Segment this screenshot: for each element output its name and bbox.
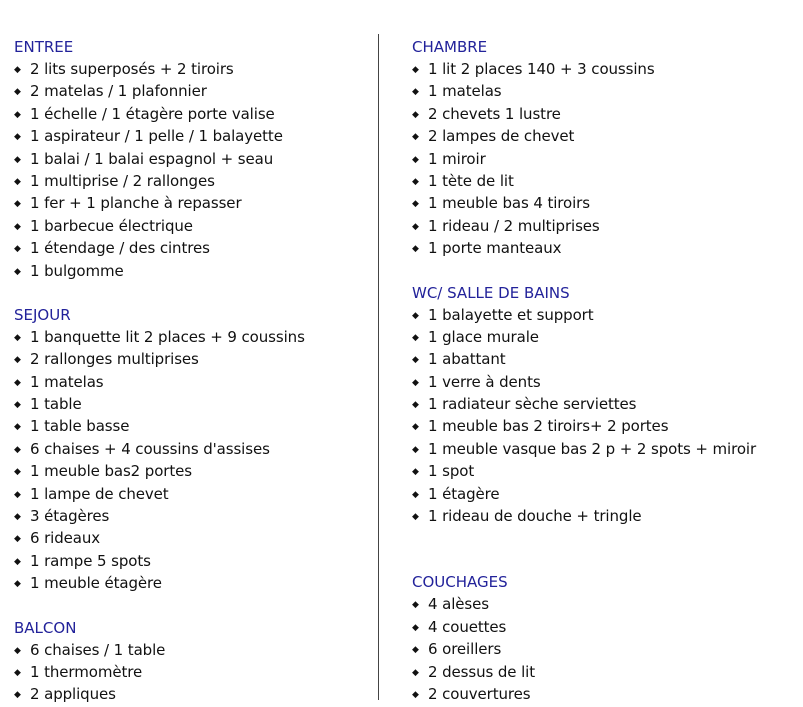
list-item-text: 1 étendage / des cintres — [30, 239, 210, 258]
section-title-chambre: CHAMBRE — [412, 38, 488, 56]
list-item-text: 1 fer + 1 planche à repasser — [30, 194, 242, 213]
bullet-icon: ◆ — [14, 355, 21, 366]
list-item — [412, 371, 792, 393]
list-item — [412, 593, 792, 615]
section-title-sejour: SEJOUR — [14, 305, 71, 324]
bullet-icon: ◆ — [14, 556, 21, 567]
list-item — [412, 415, 792, 437]
right-column — [412, 36, 792, 705]
bullet-icon: ◆ — [412, 109, 419, 120]
list-item — [412, 661, 792, 683]
list-item-text: 1 table basse — [30, 417, 130, 436]
bullet-icon: ◆ — [412, 667, 419, 678]
list-item — [14, 103, 364, 125]
list-item — [412, 80, 792, 102]
list-sejour — [14, 326, 364, 595]
list-item — [412, 215, 792, 237]
section-sejour — [14, 304, 364, 595]
list-item-text: 1 verre à dents — [428, 372, 541, 391]
bullet-icon: ◆ — [14, 221, 21, 232]
list-item — [14, 260, 364, 282]
list-item-text: 6 rideaux — [30, 529, 101, 548]
list-item-text: 1 lampe de chevet — [30, 484, 169, 503]
list-item-text: 3 étagères — [30, 507, 110, 526]
list-item — [14, 237, 364, 259]
list-item — [14, 371, 364, 393]
list-item — [14, 572, 364, 594]
list-item — [14, 460, 364, 482]
bullet-icon: ◆ — [14, 444, 21, 455]
list-item-text: 1 meuble bas2 portes — [30, 462, 192, 481]
list-item-text: 1 rideau de douche + tringle — [428, 507, 642, 526]
list-item-text: 1 glace murale — [428, 327, 539, 346]
list-item — [14, 393, 364, 415]
list-item-text: 1 barbecue électrique — [30, 216, 193, 235]
bullet-icon: ◆ — [412, 622, 419, 633]
list-item-text: 4 alèses — [428, 595, 489, 614]
list-item — [412, 192, 792, 214]
list-item — [14, 148, 364, 170]
list-item — [412, 483, 792, 505]
list-item-text: 2 couvertures — [428, 684, 531, 703]
list-item — [412, 393, 792, 415]
list-item — [14, 170, 364, 192]
list-entree — [14, 58, 364, 282]
list-item — [412, 125, 792, 147]
bullet-icon: ◆ — [412, 444, 419, 455]
section-chambre — [412, 36, 792, 260]
list-item-text: 1 abattant — [428, 350, 506, 369]
list-item-text: 1 matelas — [428, 82, 502, 101]
list-item — [14, 348, 364, 370]
list-item — [412, 460, 792, 482]
bullet-icon: ◆ — [14, 467, 21, 478]
bullet-icon: ◆ — [412, 600, 419, 611]
list-item-text: 2 lampes de chevet — [428, 127, 575, 146]
list-item-text: 1 porte manteaux — [428, 239, 562, 258]
bullet-icon: ◆ — [14, 400, 21, 411]
list-item-text: 1 rideau / 2 multiprises — [428, 216, 600, 235]
list-item — [412, 103, 792, 125]
bullet-icon: ◆ — [14, 579, 21, 590]
section-title-couchages: COUCHAGES — [412, 573, 508, 592]
bullet-icon: ◆ — [412, 512, 419, 523]
list-item-text: 2 dessus de lit — [428, 662, 536, 681]
list-item-text: 1 tète de lit — [428, 171, 514, 190]
bullet-icon: ◆ — [14, 667, 21, 678]
section-title-wc: WC/ SALLE DE BAINS — [412, 283, 570, 302]
list-item — [412, 616, 792, 638]
list-item-text: 1 meuble bas 4 tiroirs — [428, 194, 590, 213]
bullet-icon: ◆ — [14, 132, 21, 143]
list-item-text: 6 chaises + 4 coussins d'assises — [30, 439, 270, 458]
list-item — [14, 639, 364, 661]
bullet-icon: ◆ — [14, 422, 21, 433]
list-item — [14, 683, 364, 705]
bullet-icon: ◆ — [14, 87, 21, 98]
bullet-icon: ◆ — [14, 690, 21, 701]
list-item — [412, 638, 792, 660]
bullet-icon: ◆ — [412, 377, 419, 388]
bullet-icon: ◆ — [412, 689, 419, 700]
list-item-text: 1 balayette et support — [428, 305, 594, 324]
bullet-icon: ◆ — [14, 65, 21, 75]
list-item — [14, 326, 364, 348]
list-item-text: 1 radiateur sèche serviettes — [428, 395, 637, 414]
section-couchages — [412, 571, 792, 705]
section-title-balcon: BALCON — [14, 618, 77, 637]
bullet-icon: ◆ — [14, 377, 21, 388]
list-item-text: 1 balai / 1 balai espagnol + seau — [30, 149, 274, 168]
column-divider — [378, 34, 379, 700]
bullet-icon: ◆ — [412, 176, 419, 187]
list-item-text: 6 chaises / 1 table — [30, 640, 166, 659]
list-item-text: 1 lit 2 places 140 + 3 coussins — [428, 60, 655, 78]
list-item-text: 2 chevets 1 lustre — [428, 104, 561, 123]
bullet-icon: ◆ — [412, 422, 419, 433]
list-item — [14, 505, 364, 527]
bullet-icon: ◆ — [14, 154, 21, 165]
bullet-icon: ◆ — [14, 199, 21, 210]
list-item — [14, 483, 364, 505]
bullet-icon: ◆ — [14, 534, 21, 545]
list-item — [14, 661, 364, 683]
bullet-icon: ◆ — [412, 310, 419, 321]
bullet-icon: ◆ — [14, 512, 21, 523]
bullet-icon: ◆ — [412, 244, 419, 255]
list-couchages — [412, 593, 792, 705]
bullet-icon: ◆ — [14, 109, 21, 120]
bullet-icon: ◆ — [412, 400, 419, 411]
list-item-text: 1 thermomètre — [30, 662, 143, 681]
section-title-entree: ENTREE — [14, 38, 74, 56]
bullet-icon: ◆ — [14, 244, 21, 255]
bullet-icon: ◆ — [412, 221, 419, 232]
list-item-text: 2 appliques — [30, 685, 116, 704]
list-item — [14, 192, 364, 214]
bullet-icon: ◆ — [14, 489, 21, 500]
list-item — [412, 148, 792, 170]
bullet-icon: ◆ — [412, 355, 419, 366]
list-item-text: 1 spot — [428, 462, 475, 481]
list-item-text: 1 matelas — [30, 372, 104, 391]
list-item — [412, 438, 792, 460]
list-chambre — [412, 58, 792, 260]
list-item-text: 1 meuble étagère — [30, 574, 162, 593]
bullet-icon: ◆ — [412, 332, 419, 343]
list-item-text: 1 aspirateur / 1 pelle / 1 balayette — [30, 127, 283, 146]
list-item — [14, 80, 364, 102]
section-wc — [412, 282, 792, 528]
section-entree — [14, 36, 364, 282]
list-item-text: 1 bulgomme — [30, 261, 124, 280]
list-item-text: 1 meuble vasque bas 2 p + 2 spots + miroir — [428, 439, 757, 458]
bullet-icon: ◆ — [412, 154, 419, 165]
list-item — [14, 438, 364, 460]
list-item-text: 2 lits superposés + 2 tiroirs — [30, 60, 234, 78]
list-item-text: 1 étagère — [428, 484, 500, 503]
bullet-icon: ◆ — [412, 87, 419, 98]
list-item-text: 1 rampe 5 spots — [30, 551, 151, 570]
list-item — [412, 348, 792, 370]
bullet-icon: ◆ — [14, 332, 21, 343]
list-item-text: 6 oreillers — [428, 640, 502, 659]
bullet-icon: ◆ — [14, 645, 21, 656]
list-item-text: 1 banquette lit 2 places + 9 coussins — [30, 327, 305, 346]
bullet-icon: ◆ — [412, 132, 419, 143]
list-item-text: 1 miroir — [428, 149, 486, 168]
list-balcon — [14, 639, 364, 706]
list-item — [14, 58, 364, 80]
list-item — [412, 237, 792, 259]
bullet-icon: ◆ — [412, 65, 419, 75]
list-item-text: 1 table — [30, 395, 82, 414]
list-item — [14, 125, 364, 147]
list-item-text: 1 multiprise / 2 rallonges — [30, 171, 215, 190]
list-item-text: 2 rallonges multiprises — [30, 350, 199, 369]
list-item — [412, 170, 792, 192]
list-item — [412, 505, 792, 527]
list-item — [14, 550, 364, 572]
list-item — [14, 415, 364, 437]
bullet-icon: ◆ — [14, 266, 21, 277]
list-item — [412, 304, 792, 326]
section-balcon — [14, 617, 364, 706]
list-item — [412, 683, 792, 705]
bullet-icon: ◆ — [412, 489, 419, 500]
list-item-text: 1 échelle / 1 étagère porte valise — [30, 104, 275, 123]
bullet-icon: ◆ — [412, 467, 419, 478]
bullet-icon: ◆ — [14, 176, 21, 187]
list-item — [14, 215, 364, 237]
list-item-text: 1 meuble bas 2 tiroirs+ 2 portes — [428, 417, 669, 436]
left-column — [14, 36, 364, 706]
list-item — [412, 326, 792, 348]
list-wc — [412, 304, 792, 528]
list-item-text: 2 matelas / 1 plafonnier — [30, 82, 207, 101]
bullet-icon: ◆ — [412, 199, 419, 210]
list-item-text: 4 couettes — [428, 617, 507, 636]
bullet-icon: ◆ — [412, 645, 419, 656]
list-item — [14, 527, 364, 549]
list-item — [412, 58, 792, 80]
